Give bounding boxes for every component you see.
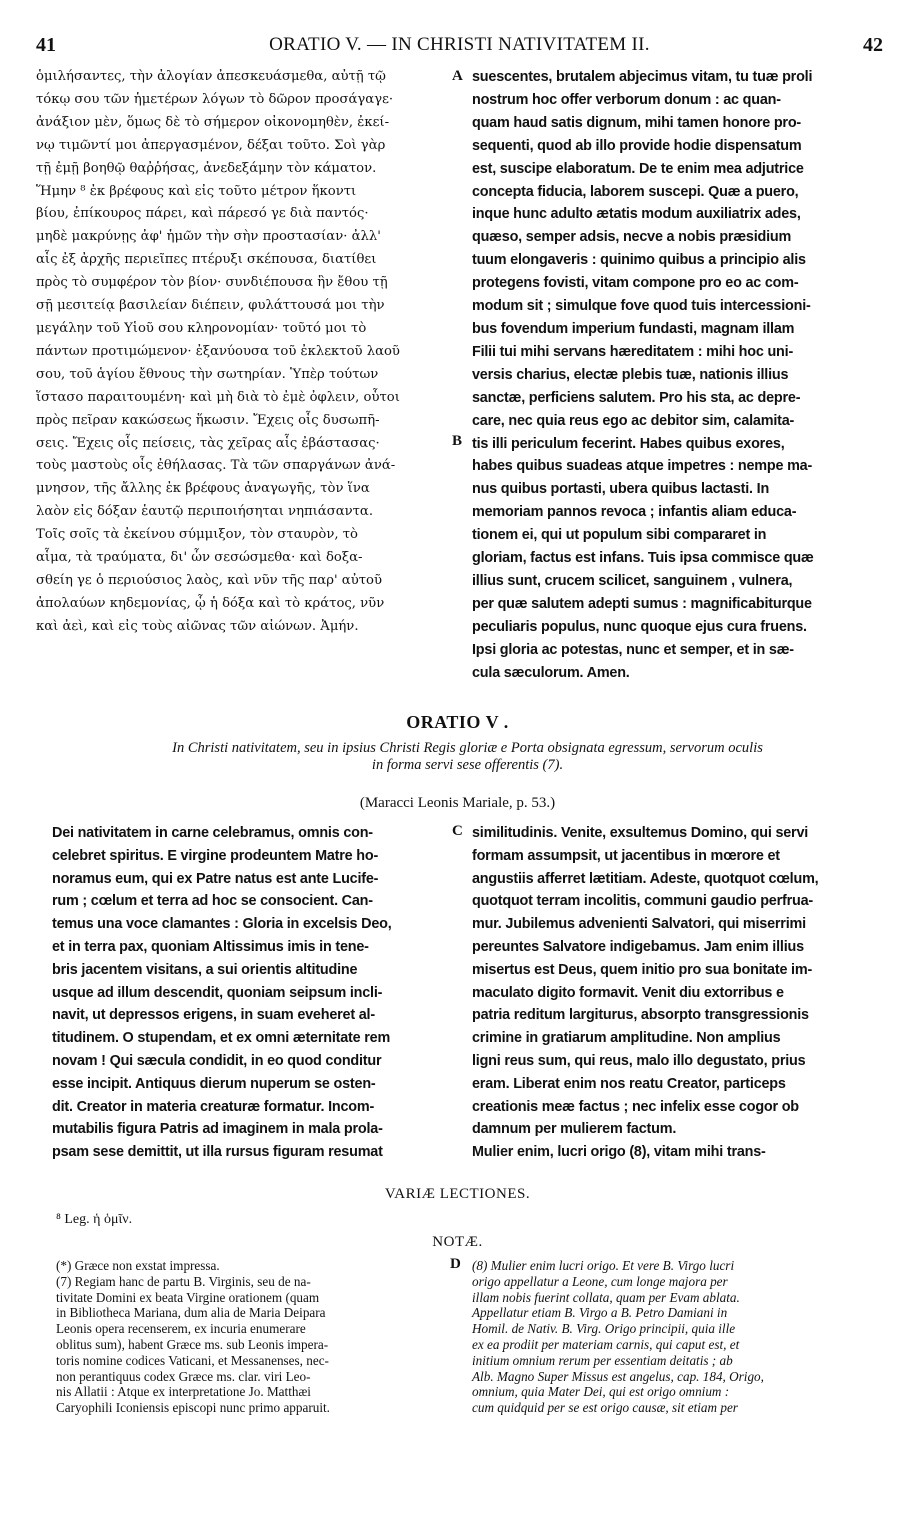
latin-line: et in terra pax, quoniam Altissimus imis in tene- [52,938,369,955]
latin-line: care, nec quia reus ego ac debitor sim, calamita- [472,412,795,429]
latin-line: esse incipit. Antiquus dierum nuperum se osten- [52,1075,376,1092]
greek-line: σεις. Ἔχεις οἷς πείσεις, τὰς χεῖρας αἷς ἐβάστασας· [36,435,380,451]
note-line: ex ea prodiit per materiam carnis, qui caput est, et [472,1336,740,1352]
latin-line: pereuntes Salvatore indigebamus. Jam enim illius [472,938,804,955]
variae-lectiones-note: ⁸ Leg. ἡ ὁμῖν. [56,1212,133,1227]
latin-line: celebret spiritus. E virgine prodeuntem Matre ho- [52,847,379,864]
latin-line: formam assumpsit, ut jacentibus in mœrore et [472,847,780,864]
latin-line: nus quibus portasti, ubera quibus lactasti. In [472,481,770,498]
greek-line: μνησον, τῆς ἄλλης ἐκ βρέφους ἀναγωγῆς, τὸν ἵνα [36,481,370,497]
oration-subtitle-line-1: In Christi nativitatem, seu in ipsius Christi Regis gloriæ e Porta obsignata egressum, servorum oculis [172,740,763,756]
latin-line: Dei nativitatem in carne celebramus, omnis con- [52,825,373,841]
margin-marker-d: D [450,1256,461,1272]
latin-line: ligni reus sum, qui reus, malo illo degustato, prius [472,1052,806,1069]
greek-line: λαὸν εἰς δόξαν ἑαυτῷ περιποιήσηται νηπιάσαντα. [36,504,374,520]
note-line: tivitate Domini ex beata Virgine orationem (quam [56,1289,320,1305]
latin-column-top [472,66,884,684]
latin-line: per quæ salutem adepti sumus : magnificabiturque [472,595,812,612]
margin-marker-a: A [452,68,463,84]
running-title: ORATIO V. — IN CHRISTI NATIVITATEM II. [269,34,650,55]
latin-line: sequenti, quod ab illo provide hodie dispensatum [472,137,802,154]
greek-line: ἀνάξιον μὲν, ὅμως δὲ τὸ σήμερον οἰκονομηθὲν, ἐκεί- [36,114,390,130]
latin-line: damnum per mulierem factum. [472,1121,677,1138]
oration-title: ORATIO V . [406,712,509,732]
greek-line: πρὸς πεῖραν κακώσεως ἥκωσιν. Ἔχεις οἷς δυσωπῆ- [36,412,380,428]
latin-line: patria reditum largiturus, absorpto transgressionis [472,1007,809,1024]
latin-line: peculiaris populus, nunc quoque ejus cura fruens. [472,618,807,635]
page-header [36,34,883,58]
greek-line: πάντων προτιμώμενον· ἐξανύουσα τοῦ ἐκλεκτοῦ λαοῦ [36,343,400,359]
note-line: oblitus sum), habent Græce ms. sub Leonis impera- [56,1336,329,1352]
latin-line: noramus eum, qui ex Patre natus est ante Lucife- [52,870,379,887]
latin-line: tionem ei, qui ut populum sibi compararet in [472,527,767,544]
note-line: (8) Mulier enim lucri origo. Et vere B. Virgo lucri [472,1258,735,1273]
note-line: illam nobis fuerint collata, quam per Evam ablata. [472,1289,740,1305]
latin-line: quam haud satis dignum, mihi tamen honore pro- [472,114,802,131]
greek-line: σῇ μεσιτείᾳ βασιλείαν διέπειν, φυλάττουσά μοι τὴν [36,298,385,314]
notae-right [472,1258,884,1416]
latin-line: tuum elongaveris : quinimo quibus a principio alis [472,252,806,269]
latin-line: protegens fovisti, vitam compone pro eo ac com- [472,275,799,292]
latin-line: psam sese demittit, ut illa rursus figuram resumat [52,1144,383,1161]
greek-line: αἷμα, τὰ τραύματα, δι' ὧν σεσώσμεθα· καὶ δοξα- [36,550,363,566]
latin-line: usque ad illum descendit, quoniam seipsum incli- [52,984,383,1001]
page-number-right: 42 [863,34,883,56]
note-line: origo appellatur a Leone, cum longe majora per [472,1273,728,1289]
latin-line: crimine in gratiarum amplitudine. Non amplius [472,1030,781,1047]
note-line: non perantiquus codex Græce ms. clar. viri Leo- [56,1368,311,1384]
latin-body-left [52,822,444,1164]
latin-line: dit. Creator in materia creaturæ formatur. Incom- [52,1098,375,1115]
latin-line: novam ! Qui sæcula condidit, in eo quod conditur [52,1052,382,1069]
latin-line: creationis meæ factus ; nec infelix esse cogor ob [472,1098,799,1115]
note-line: Caryophili Iconiensis episcopi nunc primo apparuit. [56,1400,330,1416]
latin-line: Filii tui mihi servans hæreditatem : mihi hoc uni- [472,343,794,360]
margin-marker-c: C [452,823,463,839]
oration-source: (Maracci Leonis Mariale, p. 53.) [359,795,556,811]
latin-line: angustiis afferret lætitiam. Adeste, quotquot cœlum, [472,870,819,887]
greek-line: τόκῳ σου τῶν ἡμετέρων λόγων τὸ δῶρον προσάγαγε· [36,91,394,107]
latin-line: maculato digito formavit. Venit diu extorribus e [472,984,784,1001]
greek-line: σθείη γε ὁ περιούσιος λαὸς, καὶ νῦν τῆς παρ' αὐτοῦ [36,572,382,588]
latin-line: illius sunt, crucem scilicet, sanguinem , vulnera, [472,572,793,589]
latin-line: tis illi periculum fecerint. Habes quibus exores, [472,435,785,452]
greek-line: βίου, ἐπίκουρος πάρει, καὶ πάρεσό γε διὰ παντός· [36,206,369,222]
latin-line: Mulier enim, lucri origo (8), vitam mihi trans- [472,1144,766,1161]
latin-line: titudinem. O stupendam, et ex omni æternitate rem [52,1030,391,1047]
greek-line: πρὸς τὸ συμφέρον τὸν βίον· συνδιέπουσα ἣν ἔθου τῇ [36,275,388,291]
note-line: initium omnium rerum per essentiam deitatis ; ab [472,1352,733,1368]
variae-lectiones-heading: VARIÆ LECTIONES. [384,1186,531,1202]
oration-subtitle-line-2: in forma servi sese offerentis (7). [371,757,564,773]
latin-line: navit, ut depressos erigens, in suam eveheret al- [52,1007,375,1024]
note-line: cum quidquid per se est origo causæ, sit etiam per [472,1400,738,1416]
note-line: (7) Regiam hanc de partu B. Virginis, seu de na- [56,1273,311,1289]
greek-column [36,66,452,639]
greek-line: μηδὲ μακρύνῃς ἀφ' ἡμῶν τὴν σὴν προστασίαν· ἀλλ' [36,229,381,245]
latin-line: concepta fiducia, laborem suscepi. Quæ a puero, [472,183,799,200]
note-line: Appellatur etiam B. Virgo a B. Petro Damiani in [472,1305,728,1321]
note-line: Homil. de Nativ. B. Virg. Origo principii, quia ille [472,1321,736,1337]
latin-line: nostrum hoc offer verborum donum : ac quan- [472,91,781,108]
greek-line: ἀπολαύων κηδεμονίας, ᾧ ἡ δόξα καὶ τὸ κράτος, νῦν [36,595,385,611]
note-line: Leonis opera recenserem, ex incuria enumerare [56,1321,306,1337]
latin-line: memoriam pannos revoca ; infantis aliam educa- [472,504,797,521]
notae-heading: NOTÆ. [432,1234,483,1250]
latin-line: est, suscipe elaboratum. De te enim mea adjutrice [472,160,804,177]
oration-subtitle [80,740,855,774]
note-line: in Bibliotheca Mariana, dum alia de Maria Deipara [56,1305,326,1321]
latin-line: mutabilis figura Patris ad imaginem in mala prola- [52,1121,383,1138]
greek-line: τῇ ἐμῇ βοηθῷ θαῤῥήσας, ἀνεδεξάμην τὸν κάματον. [36,160,377,176]
latin-line: quæso, semper adsis, necve a nobis præsidium [472,229,792,246]
note-line: Alb. Magno Super Missus est angelus, cap. 184, Origo, [472,1368,764,1384]
latin-line: suescentes, brutalem abjecimus vitam, tu tuæ proli [472,69,813,85]
greek-line: νῳ τιμῶντί μοι ἀπεργασμένον, δέξαι τοῦτο. Σοὶ γὰρ [36,137,386,153]
latin-line: modum sit ; simulque fove quod tuis intercessioni- [472,298,811,315]
note-line: omnium, quia Mater Dei, qui est origo omnium : [472,1384,730,1400]
latin-line: gloriam, factus est infans. Tuis ipsa commisce quæ [472,550,814,567]
latin-line: Ipsi gloria ac potestas, nunc et semper, et in sæ- [472,641,794,658]
latin-line: habes quibus suadeas atque impetres : nempe ma- [472,458,813,475]
latin-line: versis charius, electæ plebis tuæ, nationis illius [472,366,789,383]
latin-line: inque hunc adulto ætatis modum auxiliatrix ades, [472,206,801,223]
greek-line: τοὺς μαστοὺς οἷς ἐθήλασας. Τὰ τῶν σπαργάνων ἀνά- [36,458,396,474]
greek-line: αἷς ἐξ ἀρχῆς περιεῖπες πτέρυξι σκέπουσα, διατίθει [36,252,377,268]
greek-line: ἵστασο παραιτουμένη· καὶ μὴ διὰ τὸ ἐμὲ ὀφλειν, οὗτοι [36,389,400,405]
greek-line: ὁμιλήσαντες, τὴν ἀλογίαν ἀπεσκευάσμεθα, αὐτῇ τῷ [36,69,386,84]
latin-line: eram. Liberat enim nos reatu Creator, particeps [472,1075,786,1092]
greek-line: σου, τοῦ ἁγίου ἔθνους τὴν σωτηρίαν. Ὑπὲρ τούτων [36,366,379,382]
latin-body-right [472,822,884,1164]
latin-line: misertus est Deus, quem initio pro sua bonitate im- [472,961,813,978]
notae-left [56,1258,442,1416]
latin-line: temus una voce clamantes : Gloria in excelsis Deo, [52,916,392,933]
latin-line: sanctæ, perficiens salutem. Pro his sta, ac depre- [472,389,801,406]
margin-marker-b: B [452,433,463,449]
latin-line: cula sæculorum. Amen. [472,664,630,681]
greek-line: Τοῖς σοῖς τὰ ἐκείνου σύμμιξον, τὸν σταυρὸν, τὸ [36,527,358,543]
note-line: (*) Græce non exstat impressa. [56,1258,220,1273]
note-line: toris nomine codices Vaticani, et Messanenses, nec- [56,1352,329,1368]
greek-line: Ἥμην ⁸ ἐκ βρέφους καὶ εἰς τοῦτο μέτρον ἥκοντι [36,183,357,199]
latin-line: mur. Jubilemus advenienti Salvatori, qui miserrimi [472,916,806,933]
latin-line: similitudinis. Venite, exsultemus Domino, qui servi [472,825,809,841]
latin-line: bris jacentem visitans, a sui orientis altitudine [52,961,358,978]
latin-line: bus fovendum imperium fundasti, magnam illam [472,320,795,337]
latin-line: quotquot terram incolitis, communi gaudio perfrua- [472,893,813,910]
greek-line: καὶ ἀεὶ, καὶ εἰς τοὺς αἰῶνας τῶν αἰώνων. Ἀμήν. [36,618,359,634]
greek-line: μεγάλην τοῦ Υἱοῦ σου κληρονομίαν· τοῦτό μοι τὸ [36,320,367,336]
latin-line: rum ; cœlum et terra ad hoc se consocient. Can- [52,893,373,910]
page-number-left: 41 [36,34,56,56]
note-line: nis Allatii : Atque ex interpretatione Jo. Matthæi [56,1384,311,1400]
